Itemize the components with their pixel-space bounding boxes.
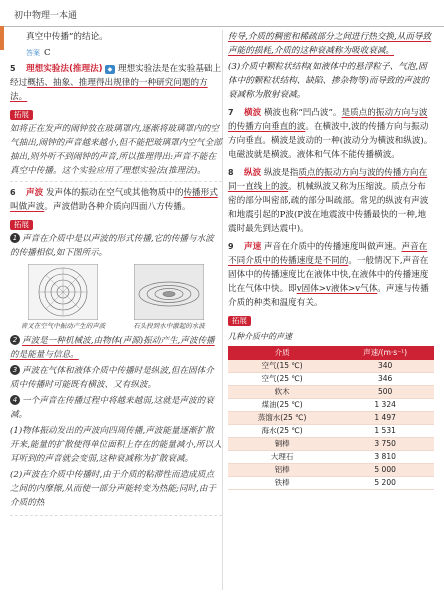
table-row: 铁棒 5 200 bbox=[228, 477, 434, 490]
key-badge: ◆ bbox=[105, 65, 116, 74]
extension-label: 拓展 bbox=[10, 110, 33, 120]
table-row: 大理石 3 810 bbox=[228, 451, 434, 464]
extension-box-2 bbox=[10, 218, 222, 516]
longitudinal-wave-entry: 8 纵波 纵波是指质点的振动方向与波的传播方向在同一直线上的波。机械纵波又称为压缩波。质点分布密的部分叫密部,疏的部分叫疏部。常见的纵波有声波和地震引起的P波(P波在地震波中传播最快的一种,地震时最先到达震中)。 bbox=[228, 168, 429, 234]
sound-speed-table bbox=[228, 346, 434, 490]
knowledge-number: 6 bbox=[10, 188, 16, 197]
list-item: 4 一个声音在传播过程中将越来越弱,这就是声波的衰减。 bbox=[10, 396, 214, 420]
page-header bbox=[0, 0, 444, 27]
tuning-fork-wave-image bbox=[28, 264, 98, 320]
table-header-row bbox=[228, 346, 434, 360]
knowledge-number: 7 bbox=[228, 108, 234, 117]
list-item: (2)声波在介质中传播时,由于介质的粘滞性而造成质点之间的内摩擦,从而使一部分声能转变为热能;同时,由于介质的热 bbox=[10, 470, 217, 508]
speed-formula: v固体>v液体>v气体 bbox=[296, 284, 378, 294]
table-row: 蒸馏水(25 ℃) 1 497 bbox=[228, 412, 434, 425]
right-column bbox=[228, 30, 434, 494]
sound-speed-entry: 9 声速 声音在介质中的传播速度叫做声速。声音在不同介质中的传播速度是不同的。一般情况下,声音在固体中的传播速度比在液体中快,在液体中的传播速度比在气体中快。即v固体>v液体>v气体。声速与传播介质的种类和温度有关。 bbox=[228, 242, 429, 308]
term-transverse-wave: 横波 bbox=[244, 108, 262, 118]
header-speed: 声速/(m·s⁻¹) bbox=[336, 346, 434, 360]
extension-box-3 bbox=[228, 314, 434, 490]
figure-row bbox=[10, 264, 222, 330]
table-caption: 几种介质中的声速 bbox=[228, 332, 292, 341]
table-row: 煤油(25 ℃) 1 324 bbox=[228, 399, 434, 412]
ideal-experiment-entry: 5 理想实验法(推理法) ◆ 理想实验法是在实验基础上经过概括、抽象、推理得出规律的一种研究问题的方法。 bbox=[10, 64, 222, 102]
figure-tuning-fork-wave: 音叉在空气中振动产生的声波 bbox=[19, 264, 107, 330]
list-item: (1)物体振动发出的声波向四周传播,声波能量逐渐扩散开来,能量的扩散使得单位面积上存在的能量减小,所以人耳听到的声音就会变弱,这种衰减称为扩散衰减。 bbox=[10, 426, 222, 464]
table-body bbox=[228, 360, 434, 490]
knowledge-number: 5 bbox=[10, 64, 16, 73]
table-row: 软木 500 bbox=[228, 386, 434, 399]
list-item: 1 声音在介质中是以声波的形式传播,它的传播与水波的传播相似,如下图所示。 bbox=[10, 234, 214, 258]
table-row: 空气(25 ℃) 346 bbox=[228, 373, 434, 386]
answer-line bbox=[10, 46, 222, 60]
extension-label: 拓展 bbox=[228, 316, 251, 326]
extension-body bbox=[10, 232, 222, 516]
term-ideal-experiment: 理想实验法(推理法) bbox=[26, 64, 103, 74]
table-row: 空气(15 ℃) 340 bbox=[228, 360, 434, 373]
answer-label: 答案 bbox=[26, 49, 40, 57]
chapter-tab-mark bbox=[0, 26, 4, 50]
extension-label: 拓展 bbox=[10, 220, 33, 230]
extension-box-1 bbox=[10, 108, 222, 182]
column-divider bbox=[222, 30, 223, 590]
answer-value: C bbox=[44, 48, 51, 58]
term-sound-wave: 声波 bbox=[26, 188, 44, 198]
table-row: 铝棒 5 000 bbox=[228, 464, 434, 477]
water-wave-image bbox=[134, 264, 204, 320]
book-title: 初中物理一本通 bbox=[14, 11, 78, 21]
knowledge-number: 9 bbox=[228, 242, 234, 251]
knowledge-number: 8 bbox=[228, 168, 234, 177]
extension-body: 如将正在发声的闹钟放在玻璃罩内,逐渐将玻璃罩内的空气抽出,闹钟的声音越来越小,但不能把玻璃罩内空气全部抽出,则外听不到闹钟的声音,所以推理得出:声音不能在真空中传播。这个实验应用了理想实验法(推理法)。 bbox=[10, 122, 222, 182]
continued-text: 传导,介质的稠密和稀疏部分之间进行热交换,从而导致声能的损耗,介质的这种衰减称为吸收衰减。 bbox=[228, 32, 432, 56]
header-medium: 介质 bbox=[228, 346, 336, 360]
transverse-wave-entry: 7 横波 横波也称“凹凸波”。是质点的振动方向与波的传播方向垂直的波。在横波中,波的传播方向与振动方向垂直。横波是波动的一种(波动分为横波和纵波)。电磁波就是横波。液体和气体不能传播横波。 bbox=[228, 108, 433, 160]
intro-line: 真空中传播”的结论。 bbox=[26, 32, 108, 42]
term-sound-speed: 声速 bbox=[244, 242, 262, 252]
sound-wave-entry: 6 声波 发声体的振动在空气或其他物质中的传播形式叫做声波。声波借助各种介质向四面八方传播。 bbox=[10, 188, 218, 212]
left-column bbox=[10, 30, 222, 520]
figure-water-wave: 石头投到水中激起的水波 bbox=[125, 264, 213, 330]
list-item: 2 声波是一种机械波,由物体(声源)振动产生,声波传播的是能量与信息。 bbox=[10, 336, 215, 360]
table-row: 海水(25 ℃) 1 531 bbox=[228, 425, 434, 438]
list-item: 3 声波在气体和液体介质中传播时是纵波,但在固体介质中传播时可能既有横波、又有纵波。 bbox=[10, 366, 214, 390]
table-row: 铜棒 3 750 bbox=[228, 438, 434, 451]
term-longitudinal-wave: 纵波 bbox=[244, 168, 262, 178]
continued-text: (3)介质中颗粒状结构(如液体中的悬浮粒子、气泡,固体中的颗粒状结构、缺陷、掺杂物等)而导致的声波的衰减称为散射衰减。 bbox=[228, 62, 430, 100]
